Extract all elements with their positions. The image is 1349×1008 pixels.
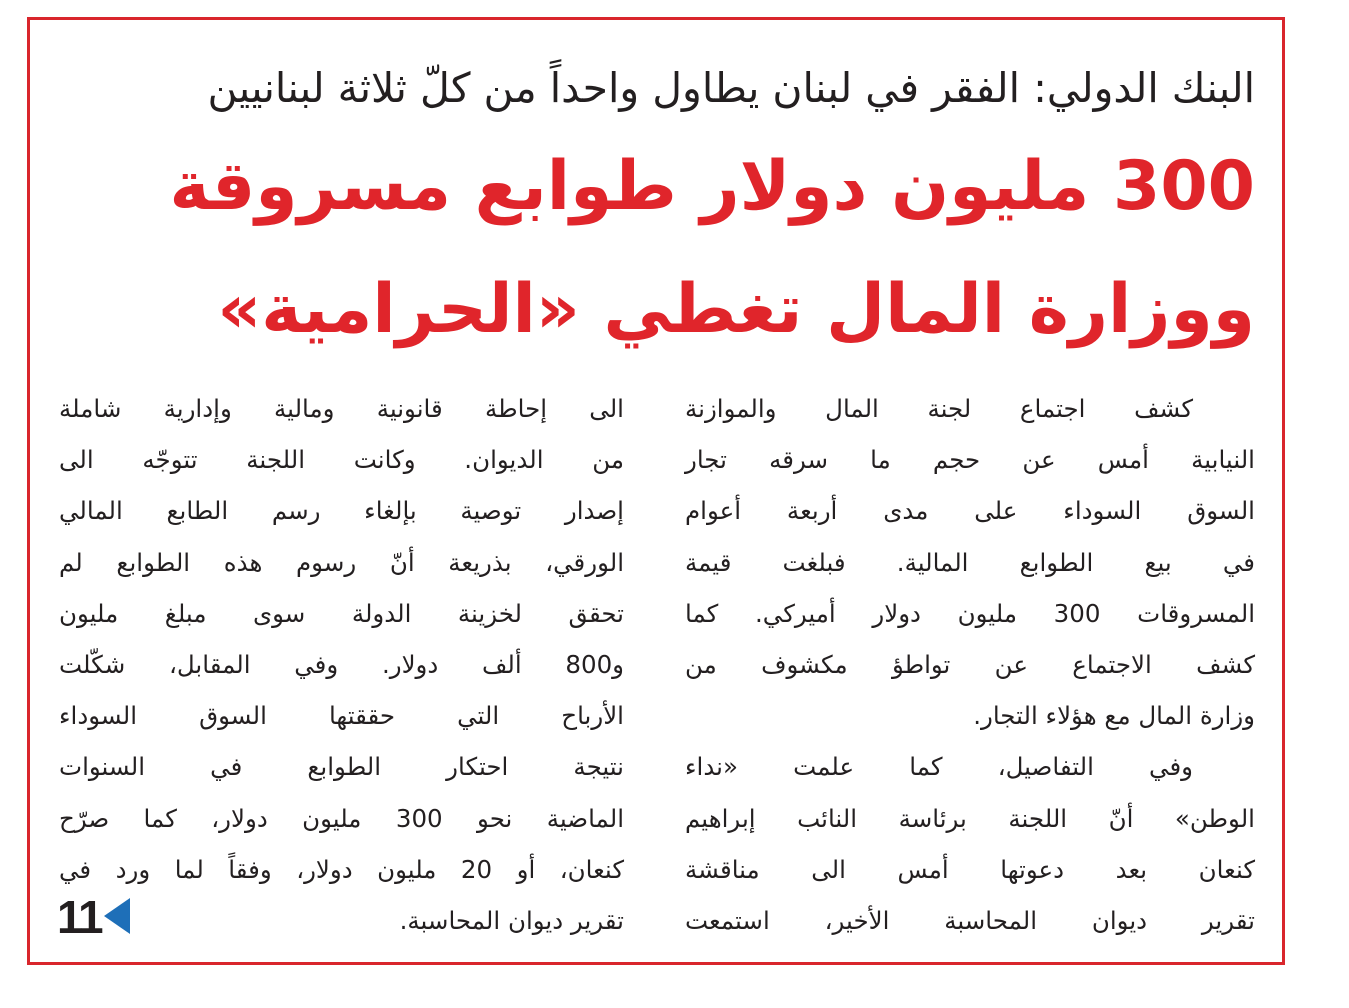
body-column-right xyxy=(685,383,1255,946)
body-line: كنعان بعد دعوتها أمس الى مناقشة xyxy=(685,854,1255,884)
body-line: الى إحاطة قانونية ومالية وإدارية شاملة xyxy=(59,394,624,423)
body-line: نتيجة احتكار الطوابع في السنوات xyxy=(59,752,624,782)
body-line: تحقق لخزينة الدولة سوى مبلغ مليون xyxy=(59,598,624,628)
body-line: الأرباح التي حققتها السوق السوداء xyxy=(59,701,624,731)
headline-line-2: ووزارة المال تغطي «الحرامية» xyxy=(217,270,1255,349)
headline-line-1: 300 مليون دولار طوابع مسروقة xyxy=(169,147,1255,226)
body-line: الورقي، بذريعة أنّ رسوم هذه الطوابع لم xyxy=(59,547,624,577)
body-line: السوق السوداء على مدى أربعة أعوام xyxy=(685,496,1255,526)
body-line: وزارة المال مع هؤلاء التجار. xyxy=(973,701,1255,731)
body-line: كنعان، أو 20 مليون دولار، وفقاً لما ورد في xyxy=(59,854,624,884)
body-line: كشف اجتماع لجنة المال والموازنة xyxy=(685,394,1193,423)
body-line: تقرير ديوان المحاسبة. xyxy=(399,905,624,935)
page-number: 11 xyxy=(57,891,102,943)
body-line: في بيع الطوابع المالية. فبلغت قيمة xyxy=(685,547,1255,577)
body-column-left xyxy=(59,383,624,946)
body-line: كشف الاجتماع عن تواطؤ مكشوف من xyxy=(685,649,1255,679)
body-line: من الديوان. وكانت اللجنة تتوجّه الى xyxy=(59,445,624,475)
body-line: تقرير ديوان المحاسبة الأخير، استمعت xyxy=(685,905,1255,935)
body-line: النيابية أمس عن حجم ما سرقه تجار xyxy=(685,445,1255,475)
kicker: البنك الدولي: الفقر في لبنان يطاول واحداً من كلّ ثلاثة لبنانيين xyxy=(207,64,1255,112)
body-line: وفي التفاصيل، كما علمت «نداء xyxy=(685,752,1193,782)
body-line: المسروقات 300 مليون دولار أميركي. كما xyxy=(685,598,1256,628)
body-line: الماضية نحو 300 مليون دولار، كما صرّح xyxy=(59,803,624,833)
body-line: إصدار توصية بإلغاء رسم الطابع المالي xyxy=(59,496,624,526)
body-line: و800 ألف دولار. وفي المقابل، شكّلت xyxy=(59,649,624,679)
triangle-left-icon xyxy=(104,898,130,934)
body-line: الوطن» أنّ اللجنة برئاسة النائب إبراهيم xyxy=(685,803,1255,833)
